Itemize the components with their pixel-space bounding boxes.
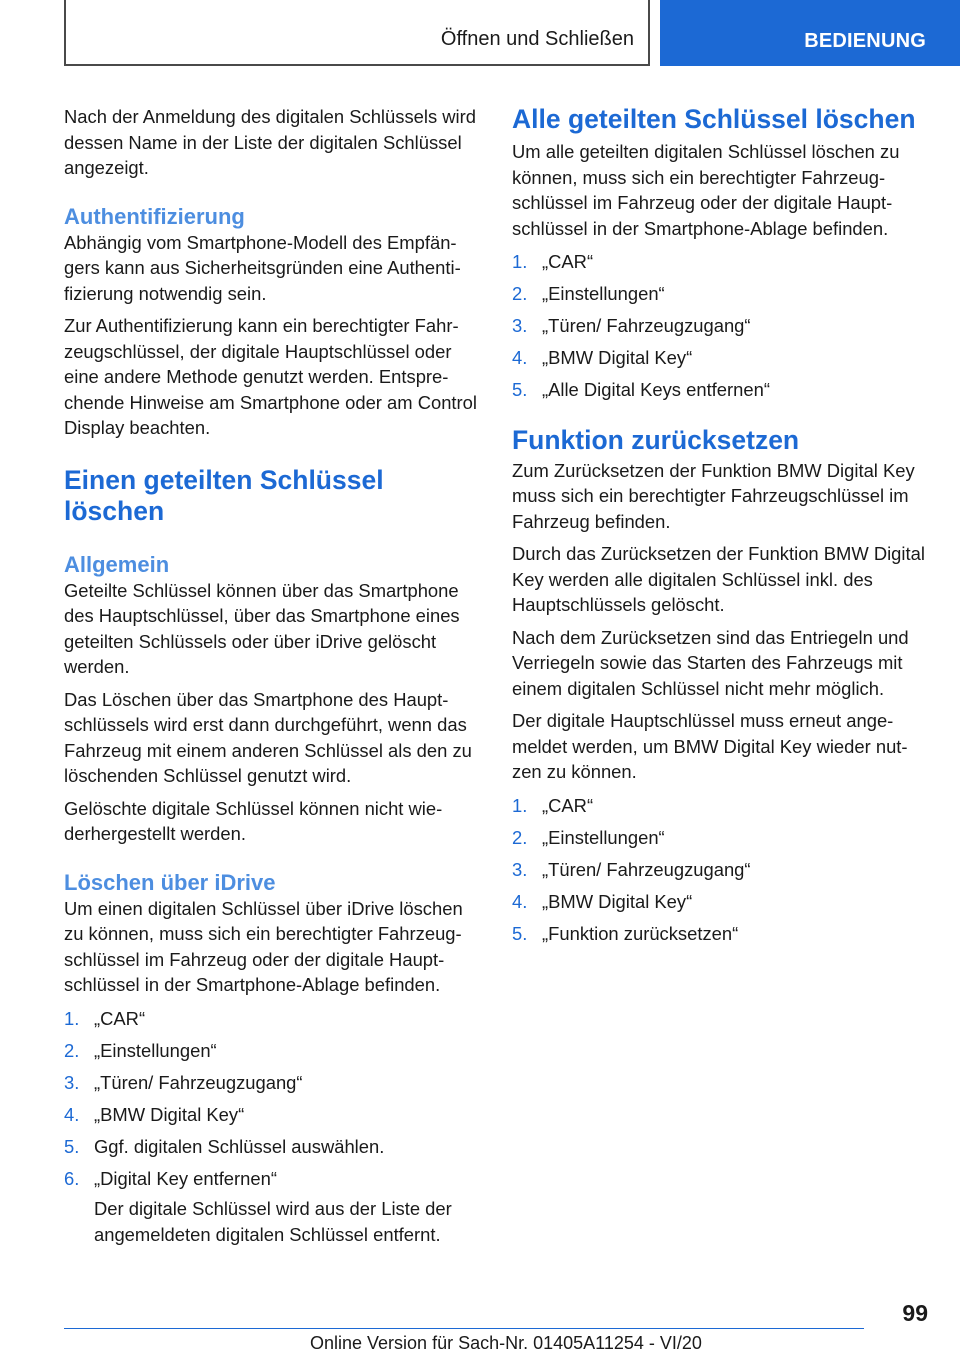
- list-item: [512, 377, 928, 403]
- step-number: 4.: [512, 891, 528, 913]
- list-item: [512, 889, 928, 915]
- idrive-paragraph: Um einen digitalen Schlüssel über iDrive löschen zu können, muss sich ein berechtigter Fahrzeugschlüssel im Fahrzeug oder der digitale Hauptschlüssel in der Smartphone-Ablage befinden.: [64, 897, 463, 995]
- step-number: 1.: [512, 794, 528, 816]
- right-column: [512, 104, 928, 953]
- step-number: 5.: [512, 379, 528, 401]
- step-number: 1.: [512, 251, 528, 272]
- step-text: „Digital Key entfernen“: [94, 1167, 277, 1189]
- list-item: [512, 313, 928, 339]
- auth-paragraph-2: Zur Authentifizierung kann ein berechtigter Fahrzeugschlüssel, der digitale Hauptschlüssel oder eine andere Methode genutzt werden. Entsprechende Hinweise am Smartphone oder am Control Display beachten.: [64, 315, 477, 438]
- step-number: 2.: [512, 826, 528, 848]
- section-title: Öffnen und Schließen: [440, 28, 634, 50]
- intro-paragraph: Nach der Anmeldung des digitalen Schlüssels wird dessen Name in der Liste der digitalen Schlüssel angezeigt.: [64, 106, 476, 178]
- general-paragraph-1: Geteilte Schlüssel können über das Smartphone des Hauptschlüssel, über das Smartphone eines geteilten Schlüssels oder über iDrive gelöscht werden.: [64, 579, 460, 677]
- auth-paragraph-1: Abhängig vom Smartphone-Modell des Empfängers kann aus Sicherheitsgründen eine Authentifizierung notwendig sein.: [64, 231, 461, 304]
- step-text: „BMW Digital Key“: [542, 347, 693, 369]
- list-item: [512, 793, 928, 819]
- list-item: [512, 281, 928, 307]
- step-text: „Einstellungen“: [94, 1039, 217, 1061]
- step-number: 5.: [64, 1135, 80, 1157]
- idrive-heading: Löschen über iDrive: [64, 869, 276, 895]
- general-heading: Allgemein: [64, 551, 170, 577]
- reset-paragraph-4: Der digitale Hauptschlüssel muss erneut angemeldet werden, um BMW Digital Key wieder nutzen zu können.: [512, 710, 908, 783]
- step-number: 5.: [512, 923, 528, 945]
- list-item: [64, 1006, 480, 1032]
- reset-paragraph-3: Nach dem Zurücksetzen sind das Entriegeln und Verriegeln sowie das Starten des Fahrzeugs mit einem digitalen Schlüssel nicht mehr möglich.: [512, 626, 909, 699]
- step-number: 2.: [64, 1039, 80, 1061]
- page-number: 99: [902, 1300, 928, 1326]
- delete-all-paragraph: Um alle geteilten digitalen Schlüssel löschen zu können, muss sich ein berechtigter Fahrzeugschlüssel im Fahrzeug oder der digitale Hauptschlüssel in der Smartphone-Ablage befinden.: [512, 141, 900, 239]
- step-number: 3.: [64, 1071, 80, 1093]
- list-item: [64, 1070, 480, 1096]
- step-number: 4.: [512, 347, 528, 369]
- step-number: 2.: [512, 283, 528, 305]
- left-column: [64, 104, 480, 1254]
- list-item: [512, 921, 928, 947]
- general-paragraph-3: Gelöschte digitale Schlüssel können nicht wiederhergestellt werden.: [64, 797, 443, 844]
- general-paragraph-2: Das Löschen über das Smartphone des Hauptschlüssels wird erst dann durchgeführt, wenn das Fahrzeug mit einem anderen Schlüssel als den zu löschenden Schlüssel genutzt wird.: [64, 688, 472, 786]
- step-text: „BMW Digital Key“: [542, 891, 693, 913]
- footer-version-text: Online Version für Sach-Nr. 01405A11254 - VI/20: [310, 1333, 702, 1353]
- list-item: [64, 1166, 480, 1248]
- page-header: [64, 0, 960, 66]
- list-item: [64, 1102, 480, 1128]
- step-text: „Türen/ Fahrzeugzugang“: [94, 1071, 303, 1093]
- step-number: 6.: [64, 1167, 80, 1189]
- delete-all-heading: Alle geteilten Schlüssel löschen: [512, 104, 916, 134]
- list-item: [512, 345, 928, 371]
- list-item: [512, 825, 928, 851]
- step-number: 4.: [64, 1103, 80, 1125]
- step-text: „Einstellungen“: [542, 283, 665, 305]
- list-item: [512, 857, 928, 883]
- step-number: 3.: [512, 859, 528, 881]
- delete-shared-key-heading: [64, 465, 480, 527]
- chapter-label: BEDIENUNG: [804, 30, 926, 52]
- section-title-box: [64, 0, 650, 66]
- step-text: Ggf. digitalen Schlüssel auswählen.: [94, 1135, 385, 1157]
- step-text: „Türen/ Fahrzeugzugang“: [542, 315, 751, 337]
- step-number: 3.: [512, 315, 528, 337]
- step-text: „CAR“: [94, 1007, 146, 1029]
- step-text: „Türen/ Fahrzeugzugang“: [542, 859, 751, 881]
- step-text: „CAR“: [542, 794, 594, 816]
- step-number: 1.: [64, 1007, 80, 1029]
- step-text: „Einstellungen“: [542, 826, 665, 848]
- delete-all-steps: [512, 249, 928, 403]
- step-text: „CAR“: [542, 251, 594, 272]
- reset-paragraph-1: Zum Zurücksetzen der Funktion BMW Digital Key muss sich ein berechtigter Fahrzeugschlüssel im Fahrzeug befinden.: [512, 459, 915, 532]
- step-text: „BMW Digital Key“: [94, 1103, 245, 1125]
- reset-heading: Funktion zurücksetzen: [512, 424, 800, 455]
- chapter-tab: [660, 0, 960, 66]
- reset-steps: [512, 793, 928, 947]
- delete-heading-line-2: löschen: [64, 495, 165, 526]
- step-text: „Alle Digital Keys entfernen“: [542, 379, 770, 401]
- list-item: [64, 1038, 480, 1064]
- delete-heading-line-1: Einen geteilten Schlüssel: [64, 464, 384, 495]
- auth-heading: Authentifizierung: [64, 203, 245, 229]
- list-item: [64, 1134, 480, 1160]
- step-text: „Funktion zurücksetzen“: [542, 923, 739, 945]
- idrive-steps: [64, 1006, 480, 1248]
- step-note: Der digitale Schlüssel wird aus der Liste der angemeldeten digitalen Schlüssel entfernt.: [94, 1198, 452, 1245]
- footer-divider: [64, 1328, 864, 1329]
- list-item: [512, 249, 928, 275]
- reset-paragraph-2: Durch das Zurücksetzen der Funktion BMW Digital Key werden alle digitalen Schlüssel inkl. des Hauptschlüssels gelöscht.: [512, 543, 925, 616]
